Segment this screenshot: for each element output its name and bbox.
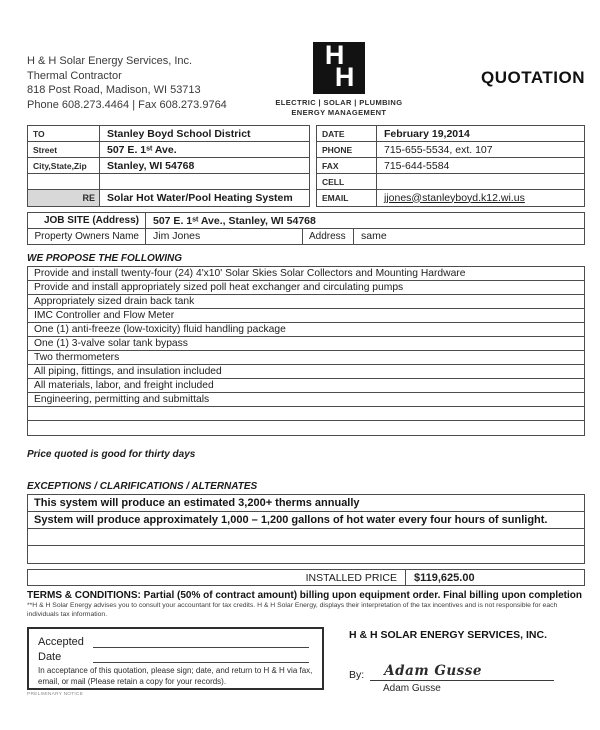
table-row-city [28, 158, 309, 174]
fax-value: 715-644-5584 [384, 159, 450, 172]
date-label: DATE [317, 126, 377, 141]
signer-company-name: H & H SOLAR ENERGY SERVICES, INC. [349, 629, 547, 641]
contact-section [27, 125, 585, 207]
proposal-item: All piping, fittings, and insulation included [28, 365, 584, 379]
logo-tagline-line1: ELECTRIC | SOLAR | PLUMBING [275, 98, 403, 107]
proposal-item: One (1) 3-valve solar tank bypass [28, 337, 584, 351]
proposal-item: Provide and install appropriately sized poll heat exchanger and circulating pumps [28, 281, 584, 295]
proposal-item: Two thermometers [28, 351, 584, 365]
installed-price-value: $119,625.00 [414, 571, 475, 584]
table-row-re [28, 190, 309, 206]
table-row-phone [317, 142, 584, 158]
phone-label: PHONE [317, 142, 377, 157]
hh-logo-icon [313, 42, 365, 94]
table-row-fax [317, 158, 584, 174]
accepted-label: Accepted [38, 636, 84, 648]
proposal-item-empty [28, 407, 584, 421]
jobsite-table [27, 212, 585, 245]
re-label: RE [28, 190, 100, 206]
proposal-item: Appropriately sized drain back tank [28, 295, 584, 309]
company-logo [254, 42, 424, 117]
email-link[interactable]: jjones@stanleyboyd.k12.wi.us [384, 191, 525, 204]
logo-letter-top: H [324, 40, 345, 70]
exceptions-heading: EXCEPTIONS / CLARIFICATIONS / ALTERNATES [27, 481, 258, 492]
table-row-empty [28, 174, 309, 190]
acceptance-box [27, 627, 324, 690]
printed-name: Adam Gusse [383, 683, 441, 694]
jobsite-row [28, 213, 584, 229]
table-row-date [317, 126, 584, 142]
street-label: Street [28, 142, 100, 157]
to-label: TO [28, 126, 100, 141]
table-row-to [28, 126, 309, 142]
company-role: Thermal Contractor [27, 69, 122, 82]
re-value: Solar Hot Water/Pool Heating System [107, 191, 293, 204]
to-value: Stanley Boyd School District [107, 127, 251, 140]
proposal-item: Provide and install twenty-four (24) 4'x10' Solar Skies Solar Collectors and Mounting Hardware [28, 267, 584, 281]
proposal-item: IMC Controller and Flow Meter [28, 309, 584, 323]
signature-line [370, 662, 554, 681]
document-title: QUOTATION [481, 68, 585, 87]
terms-heading: TERMS & CONDITIONS: Partial (50% of contract amount) billing upon equipment order. Final billing upon completion [27, 590, 583, 601]
owner-address-value: same [361, 230, 387, 242]
table-row-email [317, 190, 584, 206]
owner-value: Jim Jones [153, 230, 201, 242]
contact-table [316, 125, 585, 207]
accepted-signature-line [93, 636, 309, 648]
logo-letter-bottom: H [334, 62, 355, 92]
company-info [27, 42, 227, 117]
document-header [27, 42, 585, 117]
proposal-item-empty [28, 421, 584, 435]
fax-label: FAX [317, 158, 377, 173]
company-signer-block [324, 627, 585, 698]
jobsite-label: JOB SITE (Address) [28, 213, 146, 228]
empty-label [28, 174, 100, 189]
table-row-cell [317, 174, 584, 190]
cell-label: CELL [317, 174, 377, 189]
company-address: 818 Post Road, Madison, WI 53713 [27, 84, 201, 96]
exception-item-empty [28, 546, 584, 563]
company-name: H & H Solar Energy Services, Inc. [27, 55, 193, 67]
proposal-item: One (1) anti-freeze (low-toxicity) fluid handling package [28, 323, 584, 337]
exceptions-table [27, 494, 585, 564]
exception-item: System will produce approximately 1,000 – 1,200 gallons of hot water every four hours of sunlight. [28, 512, 584, 529]
city-label: City,State,Zip [28, 158, 100, 173]
installed-price-label: INSTALLED PRICE [28, 570, 406, 585]
owner-label: Property Owners Name [28, 229, 146, 245]
street-value: 507 E. 1ˢᵗ Ave. [107, 143, 177, 156]
by-label: By: [349, 669, 365, 681]
owner-address-label: Address [302, 229, 354, 245]
company-phone-fax: Phone 608.273.4464 | Fax 608.273.9764 [27, 98, 227, 111]
terms-footnote: **H & H Solar Energy advises you to consult your accountant for tax credits. H & H Solar Energy, displays their interpretation of the tax incentives and is not responsible for each individuals tax information. [27, 602, 558, 618]
city-value: Stanley, WI 54768 [107, 159, 195, 172]
installed-price-row [27, 569, 585, 586]
signature-script: Adam Gusse [384, 663, 482, 679]
acceptance-instructions: In acceptance of this quotation, please sign; date, and return to H & H via fax, email, or mail (Please retain a copy for your records). [38, 666, 313, 686]
owner-row [28, 229, 584, 245]
recipient-table [27, 125, 310, 207]
fineprint-text: PRELIMINARY NOTICE [27, 692, 84, 697]
table-row-street [28, 142, 309, 158]
proposal-item: Engineering, permitting and submittals [28, 393, 584, 407]
exception-item-empty [28, 529, 584, 546]
email-label: EMAIL [317, 190, 377, 206]
accepted-row [38, 633, 313, 648]
empty-value [100, 174, 309, 189]
proposal-table [27, 266, 585, 436]
date-row [38, 648, 313, 663]
jobsite-value: 507 E. 1ˢᵗ Ave., Stanley, WI 54768 [153, 214, 316, 227]
date-value: February 19,2014 [384, 127, 470, 140]
date-sign-label: Date [38, 651, 62, 663]
exception-item: This system will produce an estimated 3,200+ therms annually [28, 495, 584, 512]
cell-value [377, 174, 584, 189]
logo-tagline-line2: ENERGY MANAGEMENT [291, 107, 387, 117]
logo-tagline [254, 98, 424, 117]
signature-section [27, 627, 585, 698]
proposal-heading: WE PROPOSE THE FOLLOWING [27, 253, 182, 264]
date-signature-line [93, 651, 309, 663]
proposal-item: All materials, labor, and freight included [28, 379, 584, 393]
validity-note: Price quoted is good for thirty days [27, 449, 196, 460]
phone-value: 715-655-5534, ext. 107 [384, 143, 493, 156]
by-signature-row [349, 662, 554, 681]
